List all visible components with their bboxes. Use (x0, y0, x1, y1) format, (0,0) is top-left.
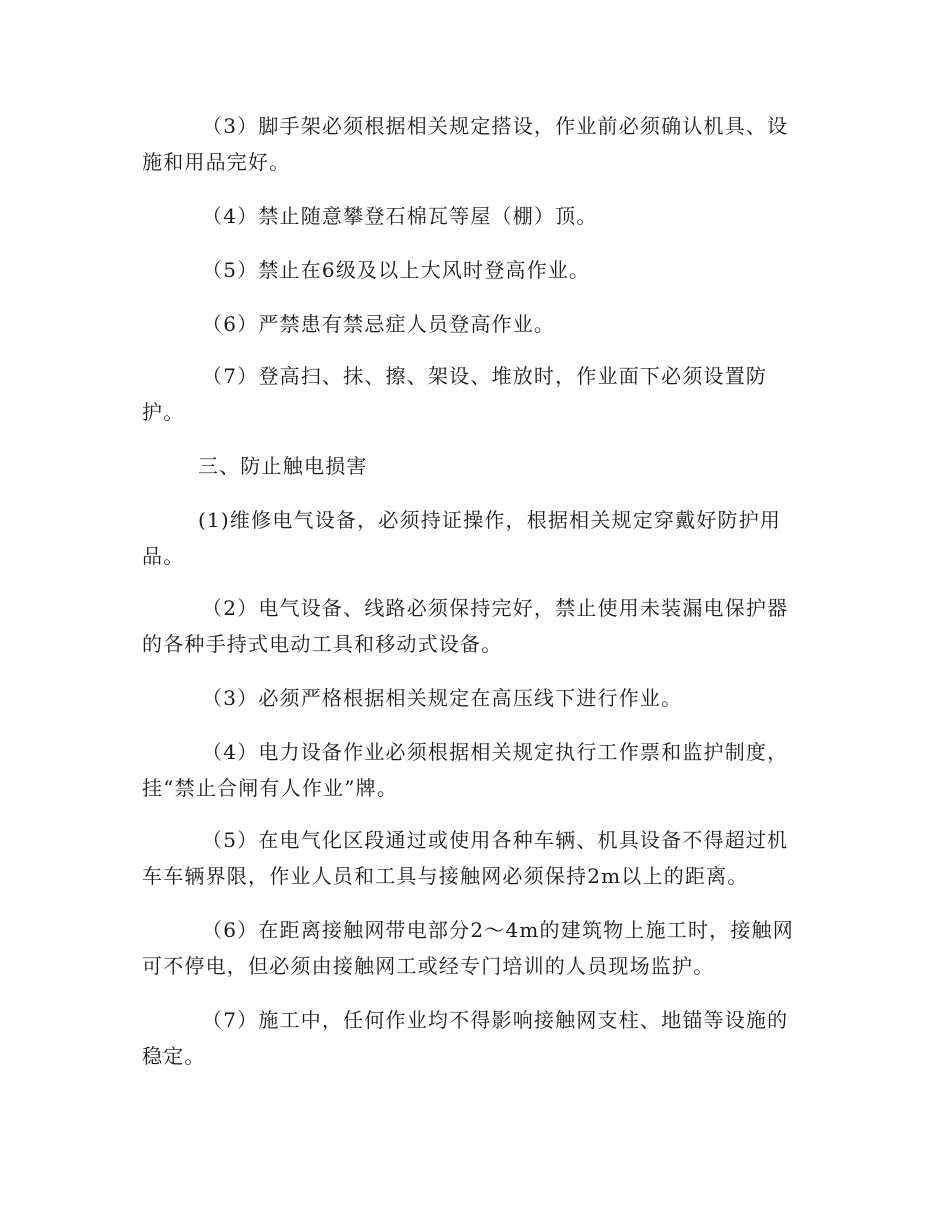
paragraph-electrified-section: （5）在电气化区段通过或使用各种车辆、机具设备不得超过机车车辆界限，作业人员和工具与接触网必须保持2m以上的距离。 (142, 828, 789, 888)
section-heading-electric-shock: 三、防止触电损害 (198, 454, 368, 478)
paragraph-pillar-stability: （7）施工中，任何作业均不得影响接触网支柱、地锚等设施的稳定。 (142, 1008, 789, 1068)
paragraph-scaffold-rule: （3）脚手架必须根据相关规定搭设，作业前必须确认机具、设施和用品完好。 (142, 114, 789, 174)
paragraph-protection-below: （7）登高扫、抹、擦、架设、堆放时，作业面下必须设置防护。 (142, 364, 768, 424)
paragraph-certified-operation: (1)维修电气设备，必须持证操作，根据相关规定穿戴好防护用品。 (142, 508, 782, 568)
paragraph-no-work-in-wind: （5）禁止在6级及以上大风时登高作业。 (202, 258, 591, 282)
paragraph-catenary-distance: （6）在距离接触网带电部分2～4m的建筑物上施工时，接触网可不停电，但必须由接触网工或经专门培训的人员现场监护。 (142, 918, 794, 978)
paragraph-high-voltage-line: （3）必须严格根据相关规定在高压线下进行作业。 (202, 686, 683, 710)
paragraph-work-ticket: （4）电力设备作业必须根据相关规定执行工作票和监护制度，挂“禁止合闸有人作业”牌。 (142, 740, 789, 800)
paragraph-equipment-intact: （2）电气设备、线路必须保持完好，禁止使用未装漏电保护器的各种手持式电动工具和移动式设备。 (142, 596, 789, 656)
paragraph-no-climbing-roof: （4）禁止随意攀登石棉瓦等屋（棚）顶。 (202, 204, 598, 228)
paragraph-no-contraindicated-workers: （6）严禁患有禁忌症人员登高作业。 (202, 312, 556, 336)
